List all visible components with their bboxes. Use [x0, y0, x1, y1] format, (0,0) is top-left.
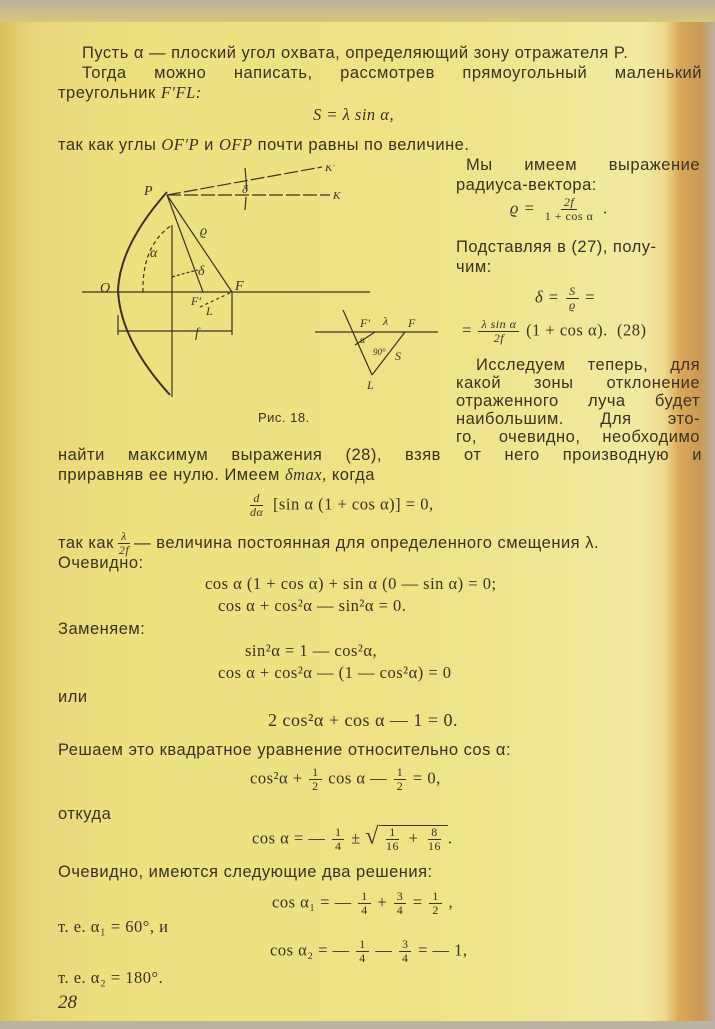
paragraph-line: найти максимум выражения (28), взяв от него производную и [58, 446, 702, 464]
svg-text:ϱ: ϱ [200, 224, 208, 239]
paragraph-line: Исследуем теперь, для [476, 356, 700, 374]
svg-text:F: F [235, 279, 244, 294]
paragraph-line: чим: [456, 258, 492, 276]
figure-18-diagram [60, 165, 450, 405]
svg-text:δ: δ [198, 264, 205, 279]
equation-a: cos α (1 + cos α) + sin α (0 — sin α) = 0; [205, 574, 497, 593]
paragraph-line: наибольшим. Для это- [456, 410, 700, 428]
equation-h: cos α₁ = — $\frac{1}{4}$ + $\frac{3}{4}$ = $\frac{1}{2}$ , [272, 889, 454, 917]
equation-28: = $\frac{\text{λ sin α}}{2f}$ (1 + cos α). (28) [462, 317, 647, 345]
equation-d: cos α + cos²α — (1 — cos²α) = 0 [218, 663, 452, 682]
paragraph-line: отраженного луча будет [456, 392, 700, 410]
paragraph-line: Тогда можно написать, рассмотрев прямоугольный маленький [82, 64, 702, 82]
equation-s: S = λ sin α, [313, 105, 395, 124]
page-number: 28 [58, 992, 77, 1013]
paragraph-line: Очевидно: [58, 554, 144, 572]
svg-text:S: S [395, 349, 401, 363]
equation-f: cos²α + $\frac{1}{2}$ cos α — $\frac{1}{2}$ = 0, [250, 765, 441, 793]
paragraph-line: так как углы OF′P и OFP почти равны по величине. [58, 135, 470, 154]
paragraph-line: т. е. α₁ = 60°, и [58, 917, 169, 936]
paragraph-line: откуда [58, 805, 112, 823]
paragraph-line: приравняв ее нулю. Имеем δmax, когда [58, 465, 375, 484]
equation-i: cos α₂ = — $\frac{1}{4}$ — $\frac{3}{4}$ = — 1, [270, 937, 468, 965]
svg-text:α: α [150, 246, 158, 261]
scan-top-edge [0, 0, 715, 22]
equation-g: cos α = — $\frac{1}{4}$ ± √ $\frac{1}{16}$ + $\frac{8}{16}$ . [252, 823, 453, 853]
svg-text:P: P [144, 184, 153, 199]
paragraph-line: го, очевидно, необходимо [456, 428, 700, 446]
paragraph-line: какой зоны отклонение [456, 374, 700, 392]
svg-text:F′: F′ [191, 294, 201, 308]
equation-b: cos α + cos²α — sin²α = 0. [218, 596, 407, 615]
equation-delta: δ = $\frac{S}{ϱ}$ = [535, 284, 596, 312]
svg-text:α: α [360, 335, 366, 346]
svg-text:F: F [408, 316, 416, 330]
svg-text:L: L [206, 304, 213, 318]
svg-text:K′: K′ [325, 165, 335, 174]
equation-derivative: $\frac{d}{d\alpha}$ [sin α (1 + cos α)] = 0, [250, 491, 434, 519]
paragraph-line: Подставляя в (27), полу- [456, 238, 657, 256]
svg-text:F′: F′ [360, 316, 370, 330]
paragraph-line: треугольник F′FL: [58, 83, 202, 102]
equation-c: sin²α = 1 — cos²α, [245, 641, 378, 660]
svg-text:δ: δ [242, 182, 248, 196]
paragraph-line: т. е. α₂ = 180°. [58, 968, 164, 987]
svg-text:O: O [100, 281, 111, 296]
paragraph-line: радиуса-вектора: [456, 176, 597, 194]
svg-text:K: K [333, 190, 341, 202]
paragraph-line: Решаем это квадратное уравнение относительно cos α: [58, 741, 512, 759]
equation-e: 2 cos²α + cos α — 1 = 0. [268, 710, 459, 730]
figure-caption: Рис. 18. [258, 410, 310, 425]
svg-text:90°: 90° [373, 347, 386, 357]
svg-text:λ: λ [383, 314, 389, 328]
svg-text:f: f [195, 326, 199, 341]
paragraph-line: или [58, 688, 88, 706]
svg-text:L: L [367, 378, 374, 392]
scan-bottom-edge [0, 1021, 715, 1029]
equation-rho: ϱ = $\frac{2f}{\text{1 + cos α}}$ . [510, 195, 608, 223]
paragraph-line: Заменяем: [58, 620, 146, 638]
paragraph-line: Пусть α — плоский угол охвата, определяющий зону отражателя P. [82, 44, 629, 62]
paragraph-line: Очевидно, имеются следующие два решения: [58, 863, 433, 881]
paragraph-line: так как $\frac{\lambda}{2f}$ — величина постоянная для определенного смещения λ. [58, 529, 600, 557]
paragraph-line: Мы имеем выражение [466, 156, 700, 174]
